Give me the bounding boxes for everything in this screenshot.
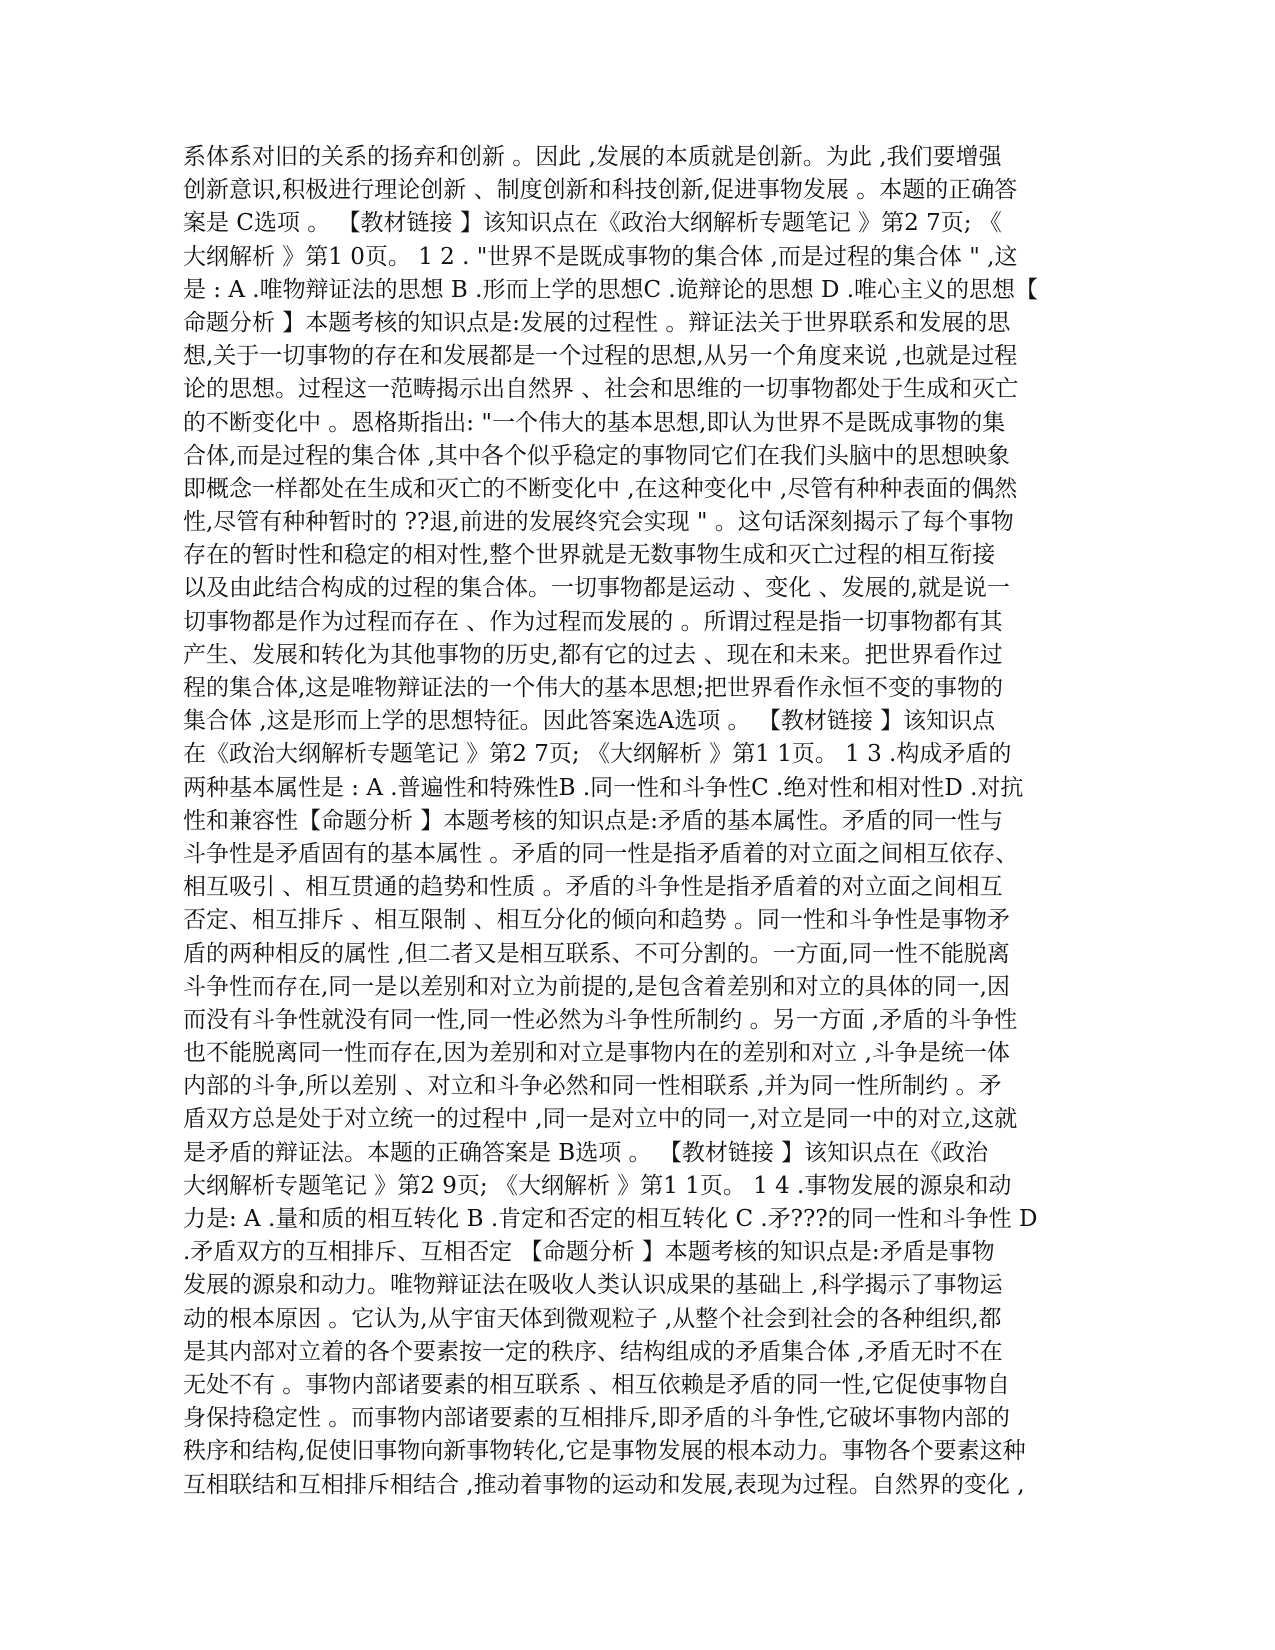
text-line-26: 斗争性而存在,同一是以差别和对立为前提的,是包含着差别和对立的具体的同一,因: [183, 973, 1010, 1000]
text-line-4: 大纲解析 》第1 0页。 1 2 . "世界不是既成事物的集合体 ,而是过程的集合体 " ,这: [183, 243, 1018, 270]
text-line-23: 相互吸引 、相互贯通的趋势和性质 。矛盾的斗争性是指矛盾着的对立面之间相互: [183, 874, 1003, 901]
text-line-29: 内部的斗争,所以差别 、对立和斗争必然和同一性相联系 ,并为同一性所制约 。矛: [183, 1073, 1002, 1100]
text-line-8: 论的思想。过程这一范畴揭示出自然界 、社会和思维的一切事物都处于生成和灭亡: [183, 376, 1019, 403]
text-line-13: 存在的暂时性和稳定的相对性,整个世界就是无数事物生成和灭亡过程的相互衔接: [183, 542, 996, 569]
text-line-12: 性,尽管有种种暂时的 ??退,前进的发展终究会实现 " 。这句话深刻揭示了每个事物: [183, 509, 1014, 536]
text-line-37: 是其内部对立着的各个要素按一定的秩序、结构组成的矛盾集合体 ,矛盾无时不在: [183, 1338, 1003, 1365]
text-line-3: 案是 C选项 。 【教材链接 】该知识点在《政治大纲解析专题笔记 》第2 7页; 《: [183, 210, 1002, 237]
text-line-15: 切事物都是作为过程而存在 、作为过程而发展的 。所谓过程是指一切事物都有其: [183, 608, 1003, 635]
text-line-10: 合体,而是过程的集合体 ,其中各个似乎稳定的事物同它们在我们头脑中的思想映象: [183, 442, 1010, 469]
text-line-21: 性和兼容性【命题分析 】本题考核的知识点是:矛盾的基本属性。矛盾的同一性与: [183, 807, 1004, 834]
body-text: [183, 141, 1083, 1502]
text-line-7: 想,关于一切事物的存在和发展都是一个过程的思想,从另一个角度来说 ,也就是过程: [183, 343, 1018, 370]
text-line-34: .矛盾双方的互相排斥、互相否定 【命题分析 】本题考核的知识点是:矛盾是事物: [183, 1239, 995, 1266]
text-line-5: 是 : A .唯物辩证法的思想 B .形而上学的思想C .诡辩论的思想 D .唯心主义的思想【: [183, 276, 1039, 303]
text-line-25: 盾的两种相反的属性 ,但二者又是相互联系、不可分割的。一方面,同一性不能脱离: [183, 940, 1010, 967]
text-line-24: 否定、相互排斥 、相互限制 、相互分化的倾向和趋势 。同一性和斗争性是事物矛: [183, 907, 1010, 934]
text-line-33: 力是: A .量和质的相互转化 B .肯定和否定的相互转化 C .矛???的同一性和斗争性 D: [183, 1206, 1038, 1232]
text-line-19: 在《政治大纲解析专题笔记 》第2 7页; 《大纲解析 》第1 1页。 1 3 .构成矛盾的: [183, 741, 1012, 768]
text-line-36: 动的根本原因 。它认为,从宇宙天体到微观粒子 ,从整个社会到社会的各种组织,都: [183, 1305, 1002, 1332]
text-line-9: 的不断变化中 。恩格斯指出: "一个伟大的基本思想,即认为世界不是既成事物的集: [183, 409, 1006, 436]
text-line-28: 也不能脱离同一性而存在,因为差别和对立是事物内在的差别和对立 ,斗争是统一体: [183, 1040, 1010, 1067]
text-line-31: 是矛盾的辩证法。本题的正确答案是 B选项 。 【教材链接 】该知识点在《政治: [183, 1139, 989, 1166]
text-line-6: 命题分析 】本题考核的知识点是:发展的过程性 。辩证法关于世界联系和发展的思: [183, 309, 1011, 336]
text-line-17: 程的集合体,这是唯物辩证法的一个伟大的基本思想;把世界看作永恒不变的事物的: [183, 675, 1004, 701]
text-line-16: 产生、发展和转化为其他事物的历史,都有它的过去 、现在和未来。把世界看作过: [183, 641, 1003, 668]
text-line-18: 集合体 ,这是形而上学的思想特征。因此答案选A选项 。 【教材链接 】该知识点: [183, 708, 996, 735]
text-line-40: 秩序和结构,促使旧事物向新事物转化,它是事物发展的根本动力。事物各个要素这种: [183, 1438, 1026, 1465]
text-line-14: 以及由此结合构成的过程的集合体。一切事物都是运动 、变化 、发展的,就是说一: [183, 575, 1010, 602]
text-line-20: 两种基本属性是 : A .普遍性和特殊性B .同一性和斗争性C .绝对性和相对性D .对抗: [183, 774, 1024, 801]
text-line-22: 斗争性是矛盾固有的基本属性 。矛盾的同一性是指矛盾着的对立面之间相互依存、: [183, 840, 1019, 867]
text-line-32: 大纲解析专题笔记 》第2 9页; 《大纲解析 》第1 1页。 1 4 .事物发展的源泉和动: [183, 1172, 1012, 1199]
text-line-1: 系体系对旧的关系的扬弃和创新 。因此 ,发展的本质就是创新。为此 ,我们要增强: [183, 144, 1002, 170]
text-line-39: 身保持稳定性 。而事物内部诸要素的互相排斥,即矛盾的斗争性,它破坏事物内部的: [183, 1405, 1010, 1432]
text-line-11: 即概念一样都处在生成和灭亡的不断变化中 ,在这种变化中 ,尽管有种种表面的偶然: [183, 475, 1018, 502]
text-line-2: 创新意识,积极进行理论创新 、制度创新和科技创新,促进事物发展 。本题的正确答: [183, 177, 1018, 204]
text-line-35: 发展的源泉和动力。唯物辩证法在吸收人类认识成果的基础上 ,科学揭示了事物运: [183, 1272, 1003, 1299]
text-line-30: 盾双方总是处于对立统一的过程中 ,同一是对立中的同一,对立是同一中的对立,这就: [183, 1106, 1018, 1133]
text-line-38: 无处不有 。事物内部诸要素的相互联系 、相互依赖是矛盾的同一性,它促使事物自: [183, 1371, 1010, 1398]
text-line-27: 而没有斗争性就没有同一性,同一性必然为斗争性所制约 。另一方面 ,矛盾的斗争性: [183, 1006, 1018, 1033]
text-line-41: 互相联结和互相排斥相结合 ,推动着事物的运动和发展,表现为过程。自然界的变化 ,: [183, 1471, 1025, 1498]
